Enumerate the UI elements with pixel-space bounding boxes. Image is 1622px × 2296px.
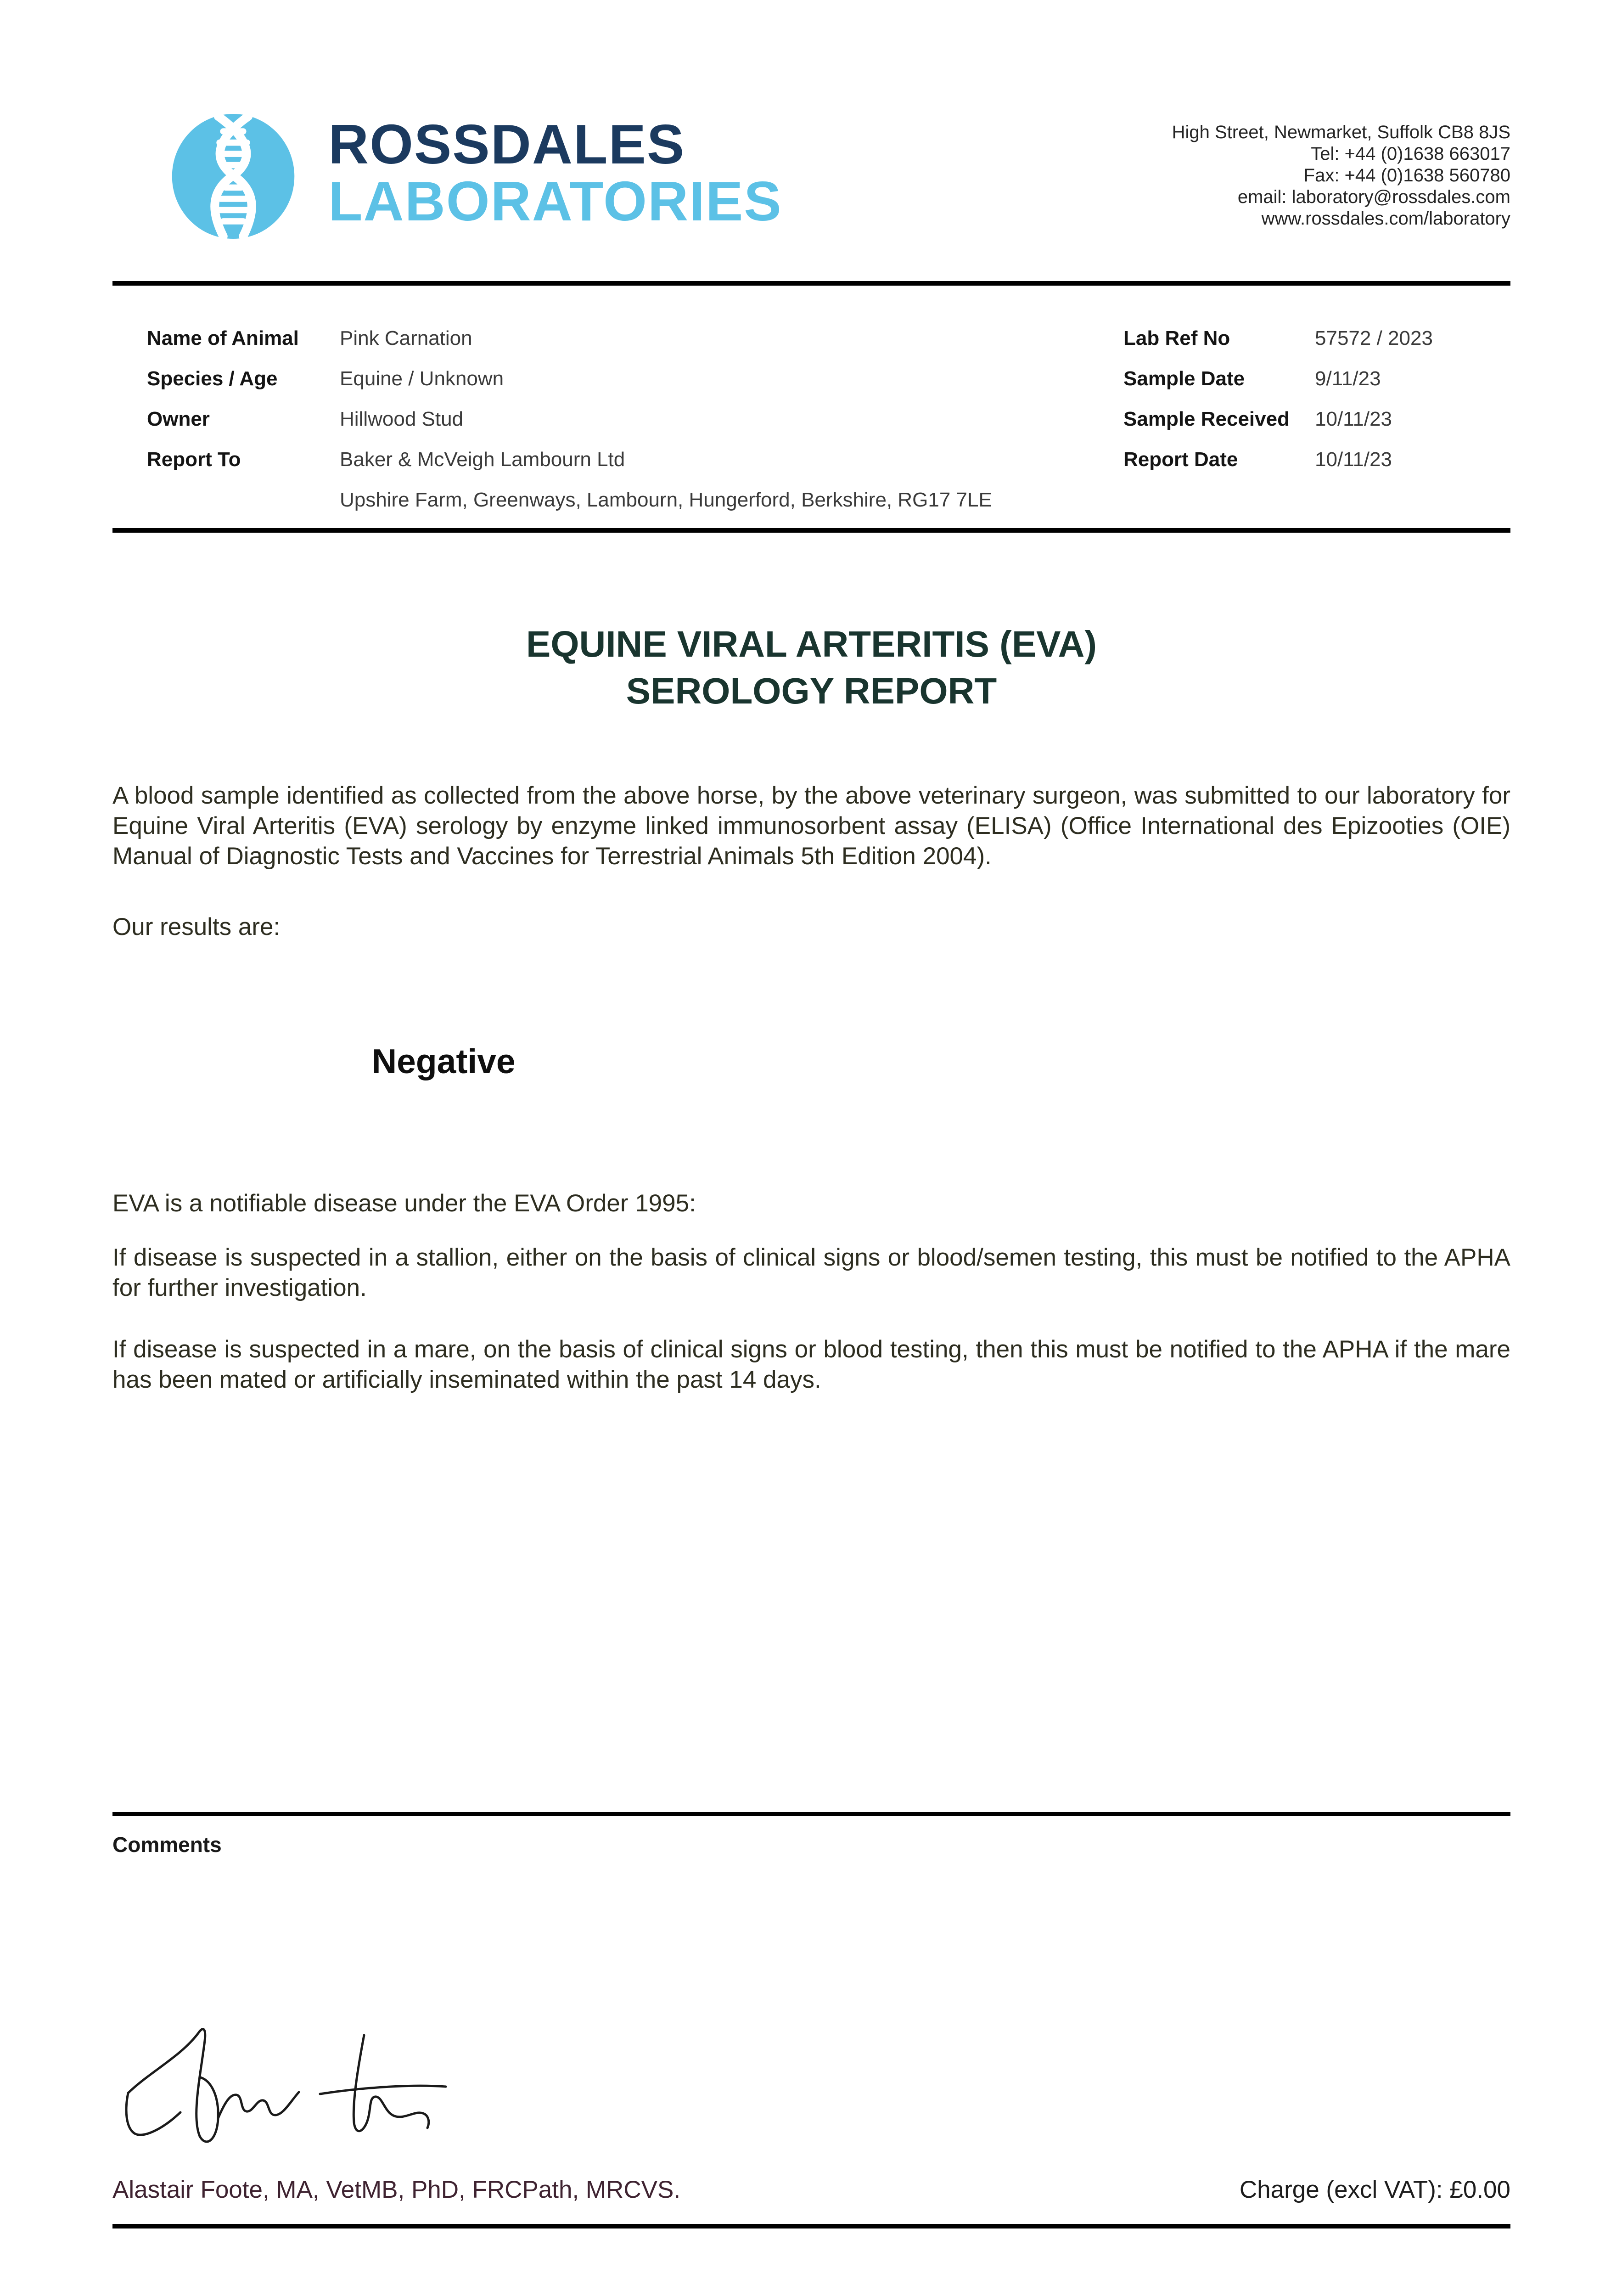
comments-rule — [112, 1812, 1510, 1816]
report-title-line1: EQUINE VIRAL ARTERITIS (EVA) — [526, 624, 1097, 664]
detail-value: Baker & McVeigh Lambourn Ltd — [340, 448, 625, 471]
detail-value: Hillwood Stud — [340, 408, 464, 430]
footer-bar — [112, 2224, 1510, 2228]
details-rule — [112, 528, 1510, 533]
brand-wordmark — [328, 113, 782, 232]
detail-label: Report To — [147, 448, 241, 471]
detail-value: Pink Carnation — [340, 327, 472, 349]
detail-row-owner — [147, 408, 463, 431]
detail-label: Name of Animal — [147, 327, 299, 349]
detail-label: Species / Age — [147, 367, 278, 390]
contact-email: email: laboratory@rossdales.com — [1237, 187, 1510, 207]
detail-label: Lab Ref No — [1123, 327, 1230, 349]
contact-block — [1172, 122, 1510, 230]
detail-value: 10/11/23 — [1315, 448, 1392, 471]
detail-label: Sample Received — [1123, 408, 1290, 430]
notifiable-heading: EVA is a notifiable disease under the EVA Order 1995: — [112, 1190, 696, 1217]
report-title — [112, 621, 1510, 715]
report-title-line2: SEROLOGY REPORT — [626, 670, 997, 711]
mare-notice-paragraph: If disease is suspected in a mare, on the basis of clinical signs or blood testing, then this must be notified to the APHA if the mare has been mated or artificially inseminated within the past 14 days. — [112, 1336, 1510, 1393]
brand-name-bottom: LABORATORIES — [328, 170, 782, 232]
detail-value: 57572 / 2023 — [1315, 327, 1433, 349]
detail-row-report-date — [1123, 448, 1392, 471]
detail-label: Report Date — [1123, 448, 1238, 471]
signature-image — [122, 2024, 461, 2148]
report-to-address: Upshire Farm, Greenways, Lambourn, Hungerford, Berkshire, RG17 7LE — [340, 489, 992, 511]
contact-address: High Street, Newmarket, Suffolk CB8 8JS — [1172, 122, 1510, 142]
signatory-name: Alastair Foote, MA, VetMB, PhD, FRCPath, MRCVS. — [112, 2176, 681, 2203]
detail-row-animal — [147, 327, 472, 350]
header-rule — [112, 281, 1510, 286]
brand-name-top: ROSSDALES — [328, 113, 685, 175]
contact-web: www.rossdales.com/laboratory — [1261, 208, 1510, 229]
stallion-notice-paragraph: If disease is suspected in a stallion, either on the basis of clinical signs or blood/semen testing, this must be notified to the APHA for further investigation. — [112, 1244, 1510, 1301]
detail-row-species — [147, 367, 504, 390]
detail-row-lab-ref — [1123, 327, 1433, 350]
charge-line: Charge (excl VAT): £0.00 — [1239, 2176, 1510, 2203]
detail-row-sample-received — [1123, 408, 1392, 431]
contact-fax: Fax: +44 (0)1638 560780 — [1303, 165, 1510, 186]
contact-tel: Tel: +44 (0)1638 663017 — [1311, 144, 1510, 164]
detail-value: 10/11/23 — [1315, 408, 1392, 430]
results-lead: Our results are: — [112, 913, 281, 940]
detail-value: 9/11/23 — [1315, 367, 1381, 390]
result-value: Negative — [372, 1042, 516, 1080]
detail-row-report-to — [147, 448, 625, 471]
detail-row-sample-date — [1123, 367, 1381, 390]
intro-paragraph: A blood sample identified as collected from the above horse, by the above veterinary surgeon, was submitted to our laboratory for Equine Viral Arteritis (EVA) serology by enzyme linked immunosorbent assay (ELISA) (Office International des Epizooties (OIE) Manual of Diagnostic Tests and Vaccines for Terrestrial Animals 5th Edition 2004). — [112, 782, 1510, 870]
detail-value: Equine / Unknown — [340, 367, 504, 390]
detail-label: Sample Date — [1123, 367, 1245, 390]
dna-helix-icon — [171, 114, 296, 239]
detail-label: Owner — [147, 408, 210, 430]
comments-heading: Comments — [112, 1833, 222, 1857]
